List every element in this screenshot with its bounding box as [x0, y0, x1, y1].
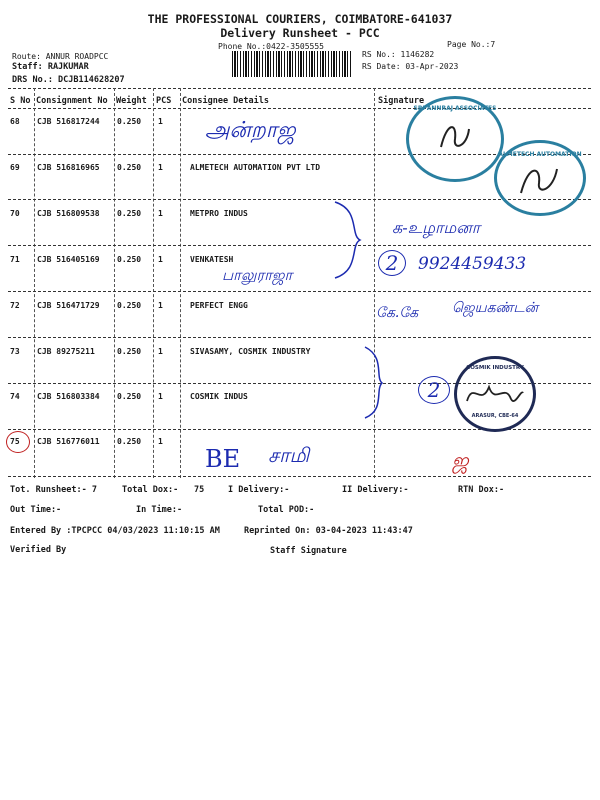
row-consignment: CJB 516816965 [37, 163, 100, 172]
rtn-dox: RTN Dox:- [458, 485, 505, 495]
row-sno: 75 [10, 437, 20, 446]
stamp-text: SRI ANNRAJ ASSOCIATES [413, 105, 497, 112]
staff-signature: Staff Signature [270, 546, 347, 556]
row-pcs: 1 [158, 347, 163, 356]
row-consignee: COSMIK INDUS [190, 392, 248, 401]
handwritten-signature: ஜ [452, 448, 469, 472]
handwritten-count: 2 [418, 376, 450, 404]
row-weight: 0.250 [117, 437, 142, 446]
row-consignee: METPRO INDUS [190, 209, 248, 218]
row-pcs: 1 [158, 301, 163, 310]
company-name: THE PROFESSIONAL COURIERS, COIMBATORE-641037 [147, 12, 453, 26]
out-time: Out Time:- [10, 505, 62, 515]
row-consignment: CJB 516405169 [37, 255, 100, 264]
row-consignment: CJB 516776011 [37, 437, 100, 446]
phone-number: Phone No.:0422-3505555 [218, 42, 324, 51]
col-header-signature: Signature [378, 96, 425, 106]
in-time: In Time:- [136, 505, 183, 515]
row-pcs: 1 [158, 392, 163, 401]
stamp-text: COSMIK INDUSTRY [466, 365, 524, 371]
handwritten-name: பாலுராஜா [222, 266, 293, 284]
handwritten-name: சாமி [268, 443, 310, 467]
row-pcs: 1 [158, 163, 163, 172]
row-consignee: SIVASAMY, COSMIK INDUSTRY [190, 347, 311, 356]
row-sno: 74 [10, 392, 20, 401]
row-weight: 0.250 [117, 301, 142, 310]
col-header-sno: S No [10, 96, 31, 106]
row-pcs: 1 [158, 255, 163, 264]
handwritten-phone: 9924459433 [418, 254, 527, 274]
page-number: Page No.:7 [447, 40, 496, 49]
i-delivery: I Delivery:- [228, 485, 290, 495]
total-pod: Total POD:- [258, 505, 315, 515]
total-dox-label: Total Dox:- [122, 485, 179, 495]
rs-date: RS Date: 03-Apr-2023 [362, 62, 459, 71]
row-weight: 0.250 [117, 392, 142, 401]
stamp-text: ALMETECH AUTOMATION [498, 151, 582, 158]
row-weight: 0.250 [117, 255, 142, 264]
drs-number: DRS No.: DCJB114628207 [12, 75, 125, 85]
row-weight: 0.250 [117, 209, 142, 218]
bracket-mark [360, 345, 390, 420]
col-divider [180, 88, 181, 478]
row-consignee: ALMETECH AUTOMATION PVT LTD [190, 163, 321, 172]
row-consignment: CJB 89275211 [37, 347, 95, 356]
handwritten-count: 2 [378, 250, 406, 276]
document-title: Delivery Runsheet - PCC [220, 26, 380, 40]
verified-by: Verified By [10, 545, 67, 555]
signature-scribble [519, 163, 559, 199]
total-dox-value: 75 [194, 485, 205, 495]
entered-by: Entered By :TPCPCC 04/03/2023 11:10:15 AM [10, 526, 220, 536]
stamp-text: ARASUR, CBE-64 [471, 413, 519, 419]
barcode-image [232, 51, 352, 77]
rs-number: RS No.: 1146282 [362, 50, 435, 59]
signature-scribble [437, 117, 473, 157]
col-divider [153, 88, 154, 478]
tot-runsheet: Tot. Runsheet:- 7 [10, 485, 97, 495]
row-rule [8, 291, 591, 292]
row-consignment: CJB 516471729 [37, 301, 100, 310]
header-bottom-rule [8, 108, 591, 109]
row-sno: 73 [10, 347, 20, 356]
row-weight: 0.250 [117, 347, 142, 356]
row-consignment: CJB 516809538 [37, 209, 100, 218]
signature-scribble [465, 379, 525, 409]
handwritten-note: க-உழாமனா [392, 218, 481, 237]
col-header-pcs: PCS [156, 96, 172, 106]
row-rule [8, 337, 591, 338]
route: Route: ANNUR ROADPCC [12, 52, 109, 61]
col-header-consignee: Consignee Details [182, 96, 269, 106]
col-header-consignment: Consignment No [36, 96, 108, 106]
row-pcs: 1 [158, 437, 163, 446]
row-pcs: 1 [158, 209, 163, 218]
header-top-rule [8, 88, 591, 89]
row-weight: 0.250 [117, 117, 142, 126]
row-pcs: 1 [158, 117, 163, 126]
handwritten-initials: BE [205, 445, 241, 473]
company-stamp [494, 140, 586, 216]
row-weight: 0.250 [117, 163, 142, 172]
col-divider [114, 88, 115, 478]
ii-delivery: II Delivery:- [342, 485, 409, 495]
row-consignee: PERFECT ENGG [190, 301, 248, 310]
row-sno: 70 [10, 209, 20, 218]
row-rule [8, 245, 591, 246]
staff-name: Staff: RAJKUMAR [12, 62, 89, 72]
row-sno: 68 [10, 117, 20, 126]
bracket-mark [330, 200, 370, 280]
row-sno: 71 [10, 255, 20, 264]
reprinted-on: Reprinted On: 03-04-2023 11:43:47 [244, 526, 413, 536]
handwritten-name: கே.கே [376, 305, 419, 321]
row-sno: 69 [10, 163, 20, 172]
company-stamp [406, 96, 504, 182]
handwritten-name: அன்றாஜ [205, 118, 296, 143]
handwritten-name: ஜெயகண்டன் [452, 300, 539, 316]
col-divider [34, 88, 35, 478]
company-stamp [454, 356, 536, 432]
table-bottom-rule [8, 476, 591, 477]
row-consignee: VENKATESH [190, 255, 234, 264]
row-consignment: CJB 516817244 [37, 117, 100, 126]
row-sno: 72 [10, 301, 20, 310]
col-header-weight: Weight [116, 96, 147, 106]
row-consignment: CJB 516803384 [37, 392, 100, 401]
